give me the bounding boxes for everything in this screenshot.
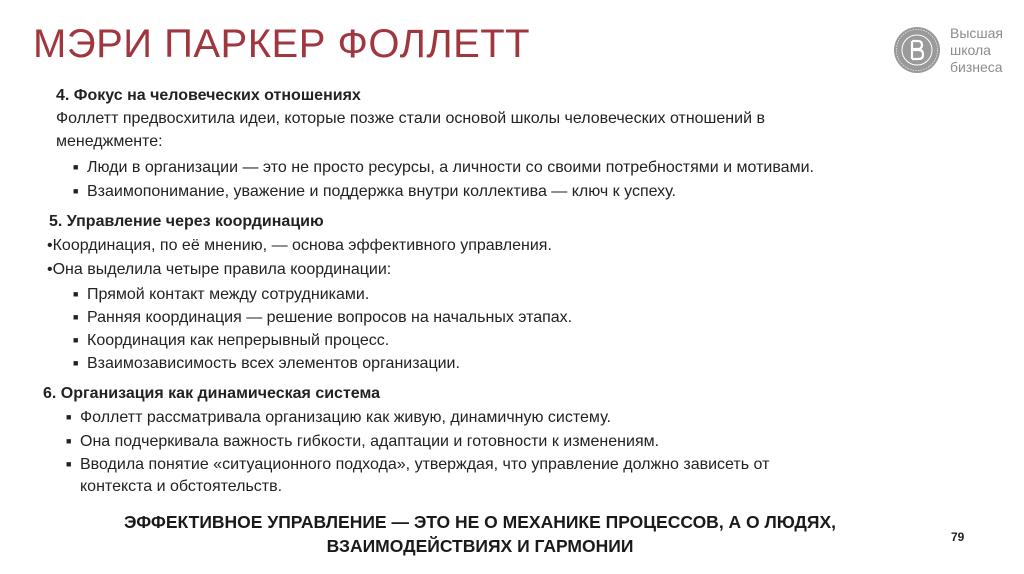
square-bullet-icon: ■ [73,186,79,196]
hse-logo [893,26,1018,76]
list-item-text: Она подчеркивала важность гибкости, адаптации и готовности к изменениям. [80,433,660,450]
section-4-intro-line-1: Фоллетт предвосхитила идеи, которые позже стали основой школы человеческих отношений в [56,110,765,127]
square-bullet-icon: ■ [66,412,72,422]
list-item-text: Люди в организации — это не просто ресурсы, а личности со своими потребностями и мотивами. [87,159,814,176]
list-item-text: Прямой контакт между сотрудниками. [87,286,370,303]
logo-line-1: Высшая [950,25,1003,41]
section-5-dot-item-1: •Координация, по её мнению, — основа эффективного управления. [47,237,552,254]
square-bullet-icon: ■ [73,312,79,322]
section-heading-4: 4. Фокус на человеческих отношениях [56,87,361,104]
list-item [66,453,769,476]
footer-line-1: ЭФФЕКТИВНОЕ УПРАВЛЕНИЕ — ЭТО НЕ О МЕХАНИКЕ ПРОЦЕССОВ, А О ЛЮДЯХ, [123,512,836,532]
list-item-text: Взаимозависимость всех элементов организации. [87,355,460,372]
footer-conclusion [0,510,960,558]
logo-line-3: бизнеса [950,59,1003,75]
footer-line-2: ВЗАИМОДЕЙСТВИЯХ И ГАРМОНИИ [326,536,634,556]
square-bullet-icon: ■ [73,289,79,299]
square-bullet-icon: ■ [73,358,79,368]
hse-emblem-icon [893,26,941,74]
section-heading-6: 6. Организация как динамическая система [43,385,380,402]
list-item [66,406,611,429]
list-item [73,283,369,306]
list-item [73,156,814,179]
slide-title: МЭРИ ПАРКЕР ФОЛЛЕТТ [33,22,531,66]
list-item-text: Взаимопонимание, уважение и поддержка внутри коллектива — ключ к успеху. [87,183,676,200]
square-bullet-icon: ■ [73,162,79,172]
logo-line-2: школа [950,42,991,58]
list-item [73,180,676,203]
square-bullet-icon: ■ [66,459,72,469]
list-item [73,306,572,329]
page-number: 79 [951,530,965,544]
list-item [66,430,659,453]
list-item-continuation: контекста и обстоятельств. [80,478,283,495]
section-heading-5: 5. Управление через координацию [49,213,324,230]
square-bullet-icon: ■ [73,335,79,345]
list-item [73,329,389,352]
logo-text [950,25,1003,76]
list-item-text: Фоллетт рассматривала организацию как живую, динамичную систему. [80,409,611,426]
square-bullet-icon: ■ [66,436,72,446]
list-item [73,352,460,375]
section-5-dot-item-2: •Она выделила четыре правила координации: [47,261,392,278]
list-item-text: Вводила понятие «ситуационного подхода», утверждая, что управление должно зависеть от [80,456,770,473]
section-4-intro-line-2: менеджменте: [56,133,163,150]
list-item-text: Ранняя координация — решение вопросов на начальных этапах. [87,309,573,326]
list-item-text: Координация как непрерывный процесс. [87,332,390,349]
